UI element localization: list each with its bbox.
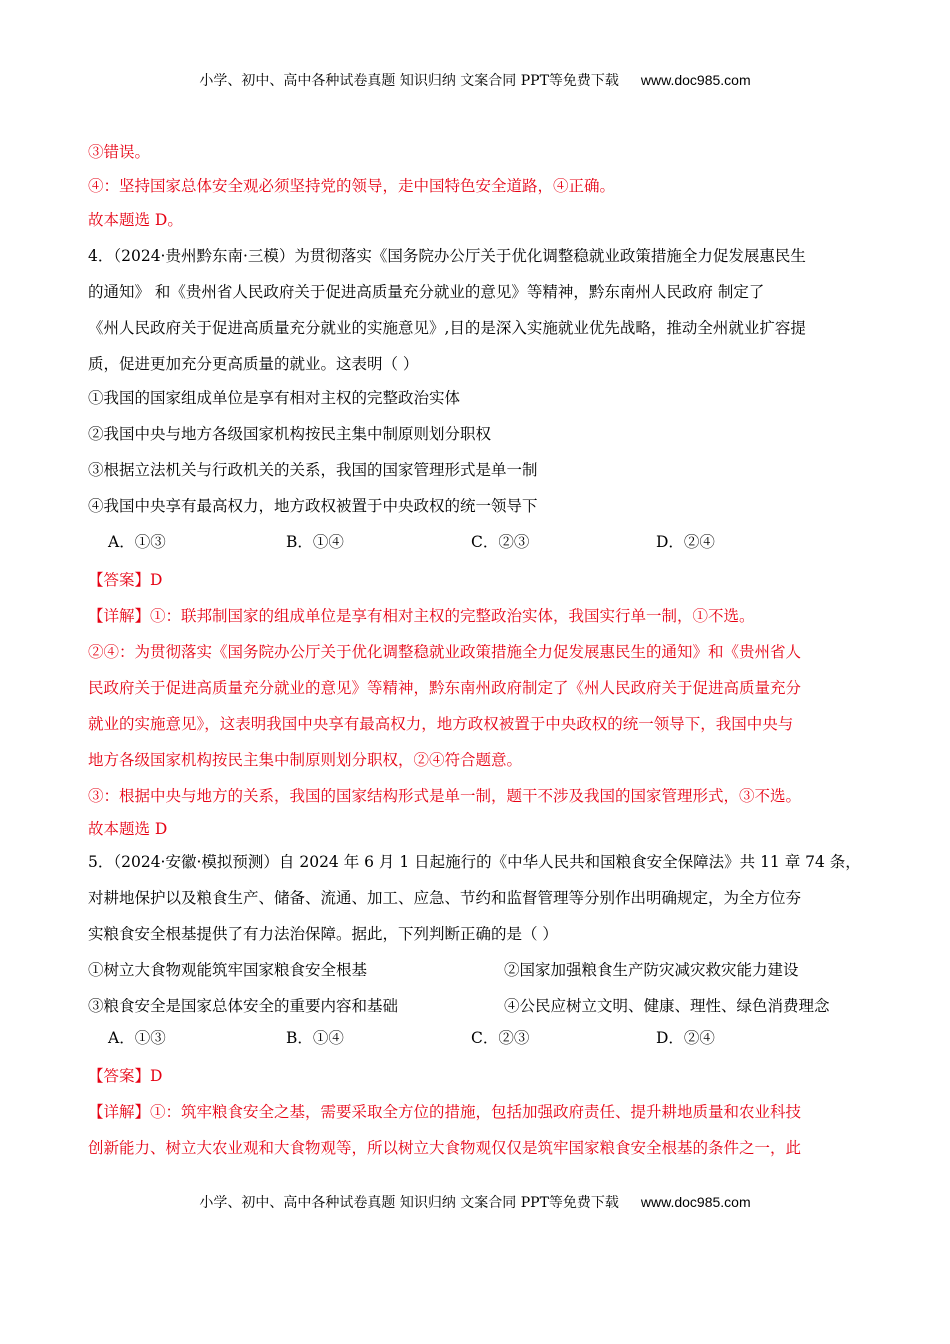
q5-item: ①树立大食物观能筑牢国家粮食安全根基 (88, 961, 368, 979)
page-footer (0, 1192, 950, 1212)
q4-option-b[interactable]: B．①④ (286, 533, 344, 551)
q4-item: ④我国中央享有最高权力，地方政权被置于中央政权的统一领导下 (88, 497, 538, 515)
header-site-link[interactable]: www.doc985.com (640, 72, 751, 88)
q4-explanation-line: 【详解】①：联邦制国家的组成单位是享有相对主权的完整政治实体，我国实行单一制，①不选。 (88, 607, 755, 625)
header-text: 小学、初中、高中各种试卷真题 知识归纳 文案合同 PPT等免费下载 (199, 73, 619, 89)
q4-stem-line: 4．（2024·贵州黔东南·三模）为贯彻落实《国务院办公厅关于优化调整稳就业政策措施全力促发展惠民生 (88, 247, 806, 265)
q4-conclusion: 故本题选 D (88, 820, 168, 838)
q4-explanation-line: ③：根据中央与地方的关系，我国的国家结构形式是单一制，题干不涉及我国的国家管理形式，③不选。 (88, 787, 802, 805)
q5-answer: 【答案】D (88, 1067, 163, 1085)
q4-explanation-line: 地方各级国家机构按民主集中制原则划分职权，②④符合题意。 (88, 751, 523, 769)
q5-explanation-line: 【详解】①：筑牢粮食安全之基，需要采取全方位的措施，包括加强政府责任、提升耕地质量和农业科技 (88, 1103, 802, 1121)
prev-line-2: ④：坚持国家总体安全观必须坚持党的领导，走中国特色安全道路，④正确。 (88, 177, 616, 195)
q4-explanation-line: ②④：为贯彻落实《国务院办公厅关于优化调整稳就业政策措施全力促发展惠民生的通知》和《贵州省人 (88, 643, 802, 661)
q5-stem-line: 实粮食安全根基提供了有力法治保障。据此，下列判断正确的是（ ） (88, 925, 558, 943)
q5-item: ③粮食安全是国家总体安全的重要内容和基础 (88, 997, 399, 1015)
footer-site-link[interactable]: www.doc985.com (640, 1194, 751, 1210)
q5-option-a[interactable]: A．①③ (108, 1029, 166, 1047)
question-5 (88, 844, 868, 1166)
q5-options (88, 1026, 868, 1048)
q4-item: ③根据立法机关与行政机关的关系，我国的国家管理形式是单一制 (88, 461, 538, 479)
q4-option-d[interactable]: D．②④ (656, 533, 715, 551)
q5-items-row-1 (88, 952, 868, 988)
prev-conclusion: 故本题选 D。 (88, 211, 183, 229)
q4-options (88, 530, 868, 552)
page-header (0, 70, 950, 90)
q4-stem-line: 质，促进更加充分更高质量的就业。这表明（ ） (88, 355, 419, 373)
q4-answer: 【答案】D (88, 571, 163, 589)
q5-item: ④公民应树立文明、健康、理性、绿色消费理念 (504, 997, 830, 1015)
q4-stem-line: 的通知》 和《贵州省人民政府关于促进高质量充分就业的意见》等精神，黔东南州人民政府 制定了 (88, 283, 765, 301)
q4-option-c[interactable]: C．②③ (471, 533, 530, 551)
q5-item: ②国家加强粮食生产防灾减灾救灾能力建设 (504, 961, 799, 979)
q5-explanation-line: 创新能力、树立大农业观和大食物观等，所以树立大食物观仅仅是筑牢国家粮食安全根基的条件之一，此 (88, 1139, 802, 1157)
q4-option-a[interactable]: A．①③ (108, 533, 166, 551)
q4-item: ①我国的国家组成单位是享有相对主权的完整政治实体 (88, 389, 461, 407)
q4-item: ②我国中央与地方各级国家机构按民主集中制原则划分职权 (88, 425, 492, 443)
footer-text: 小学、初中、高中各种试卷真题 知识归纳 文案合同 PPT等免费下载 (199, 1195, 619, 1211)
q5-stem-line: 5．（2024·安徽·模拟预测）自 2024 年 6 月 1 日起施行的《中华人民共和国粮食安全保障法》共 11 章 74 条， (88, 853, 861, 871)
q5-option-d[interactable]: D．②④ (656, 1029, 715, 1047)
q4-explanation-line: 就业的实施意见》，这表明我国中央享有最高权力，地方政权被置于中央政权的统一领导下，我国中央与 (88, 715, 794, 733)
document-body (88, 142, 868, 1166)
q4-stem-line: 《州人民政府关于促进高质量充分就业的实施意见》,目的是深入实施就业优先战略，推动全州就业扩容提 (88, 319, 806, 337)
question-4 (88, 238, 868, 844)
q5-stem-line: 对耕地保护以及粮食生产、储备、流通、加工、应急、节约和监督管理等分别作出明确规定，为全方位夯 (88, 889, 802, 907)
prev-line-1: ③错误。 (88, 143, 151, 161)
q5-option-c[interactable]: C．②③ (471, 1029, 530, 1047)
q4-explanation-line: 民政府关于促进高质量充分就业的意见》等精神，黔东南州政府制定了《州人民政府关于促进高质量充分 (88, 679, 802, 697)
q5-items-row-2 (88, 988, 868, 1024)
q5-option-b[interactable]: B．①④ (286, 1029, 344, 1047)
